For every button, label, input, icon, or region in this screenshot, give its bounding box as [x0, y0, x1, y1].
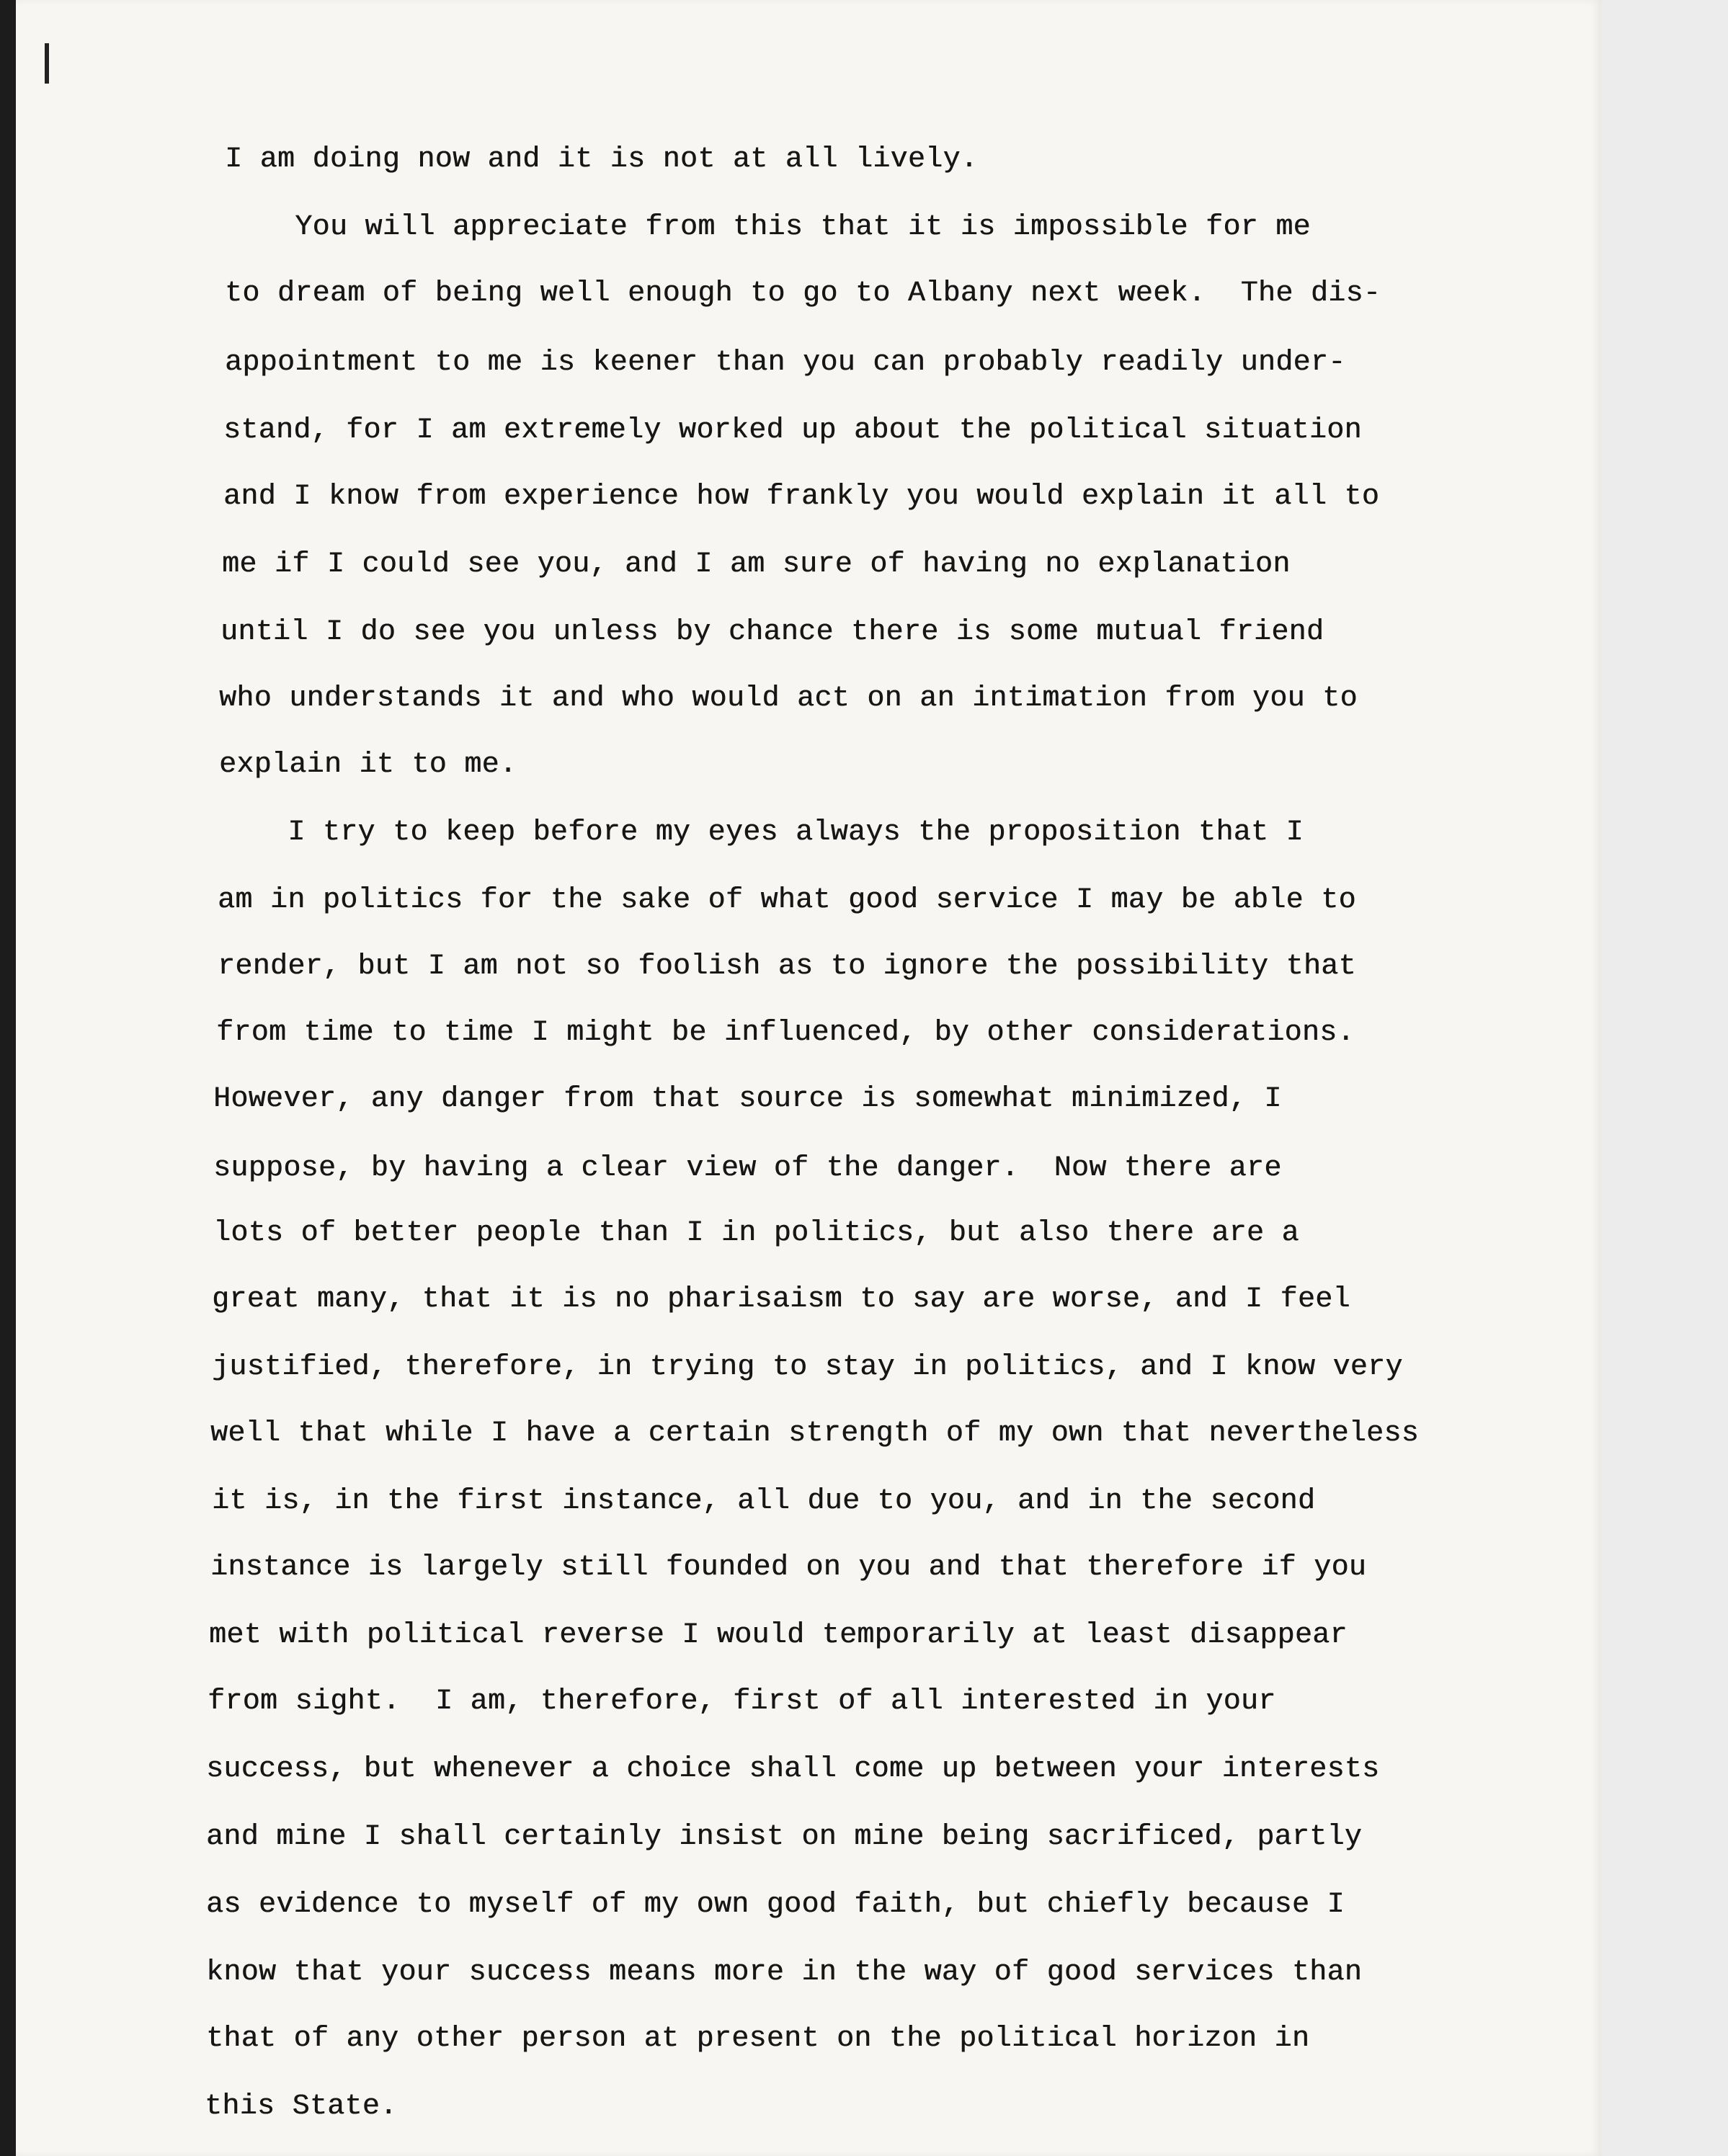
- text-line: I am doing now and it is not at all lively.: [225, 143, 979, 176]
- scan-margin-strip: [1601, 0, 1728, 2156]
- text-line: met with political reverse I would temporarily at least disappear: [209, 1619, 1348, 1652]
- text-line: from sight. I am, therefore, first of all interested in your: [208, 1685, 1276, 1718]
- text-line: justified, therefore, in trying to stay in politics, and I know very: [212, 1351, 1403, 1384]
- text-line: me if I could see you, and I am sure of having no explanation: [222, 548, 1291, 581]
- text-line: well that while I have a certain strength of my own that nevertheless: [210, 1417, 1419, 1450]
- text-line: who understands it and who would act on an intimation from you to: [219, 682, 1358, 715]
- text-line: and mine I shall certainly insist on mine being sacrificed, partly: [206, 1821, 1363, 1853]
- text-line: appointment to me is keener than you can probably readily under-: [225, 347, 1346, 379]
- text-line: as evidence to myself of my own good faith, but chiefly because I: [206, 1889, 1345, 1921]
- text-line: success, but whenever a choice shall come up between your interests: [206, 1753, 1380, 1786]
- text-line: this State.: [205, 2090, 398, 2123]
- text-line: I try to keep before my eyes always the proposition that I: [218, 816, 1304, 849]
- letter-body: [16, 0, 1601, 2156]
- text-line: lots of better people than I in politics, but also there are a: [213, 1217, 1299, 1250]
- text-line: that of any other person at present on the political horizon in: [206, 2023, 1310, 2055]
- text-line: from time to time I might be influenced, by other considerations.: [216, 1017, 1355, 1049]
- text-line: know that your success means more in the way of good services than: [206, 1956, 1363, 1989]
- text-line: to dream of being well enough to go to Albany next week. The dis-: [225, 277, 1381, 310]
- text-line: explain it to me.: [219, 749, 517, 781]
- text-line: You will appreciate from this that it is impossible for me: [225, 211, 1311, 244]
- text-line: However, any danger from that source is somewhat minimized, I: [213, 1083, 1282, 1115]
- text-line: render, but I am not so foolish as to ignore the possibility that: [218, 950, 1356, 983]
- letter-page: [16, 0, 1601, 2156]
- text-line: am in politics for the sake of what good service I may be able to: [218, 884, 1356, 917]
- text-line: stand, for I am extremely worked up about the political situation: [223, 414, 1362, 447]
- text-line: great many, that it is no pharisaism to say are worse, and I feel: [212, 1283, 1350, 1316]
- text-line: and I know from experience how frankly you would explain it all to: [223, 481, 1380, 513]
- text-line: instance is largely still founded on you and that therefore if you: [210, 1551, 1367, 1584]
- text-line: it is, in the first instance, all due to you, and in the second: [212, 1485, 1316, 1518]
- text-line: suppose, by having a clear view of the danger. Now there are: [213, 1152, 1282, 1185]
- text-line: until I do see you unless by chance there is some mutual friend: [221, 616, 1324, 649]
